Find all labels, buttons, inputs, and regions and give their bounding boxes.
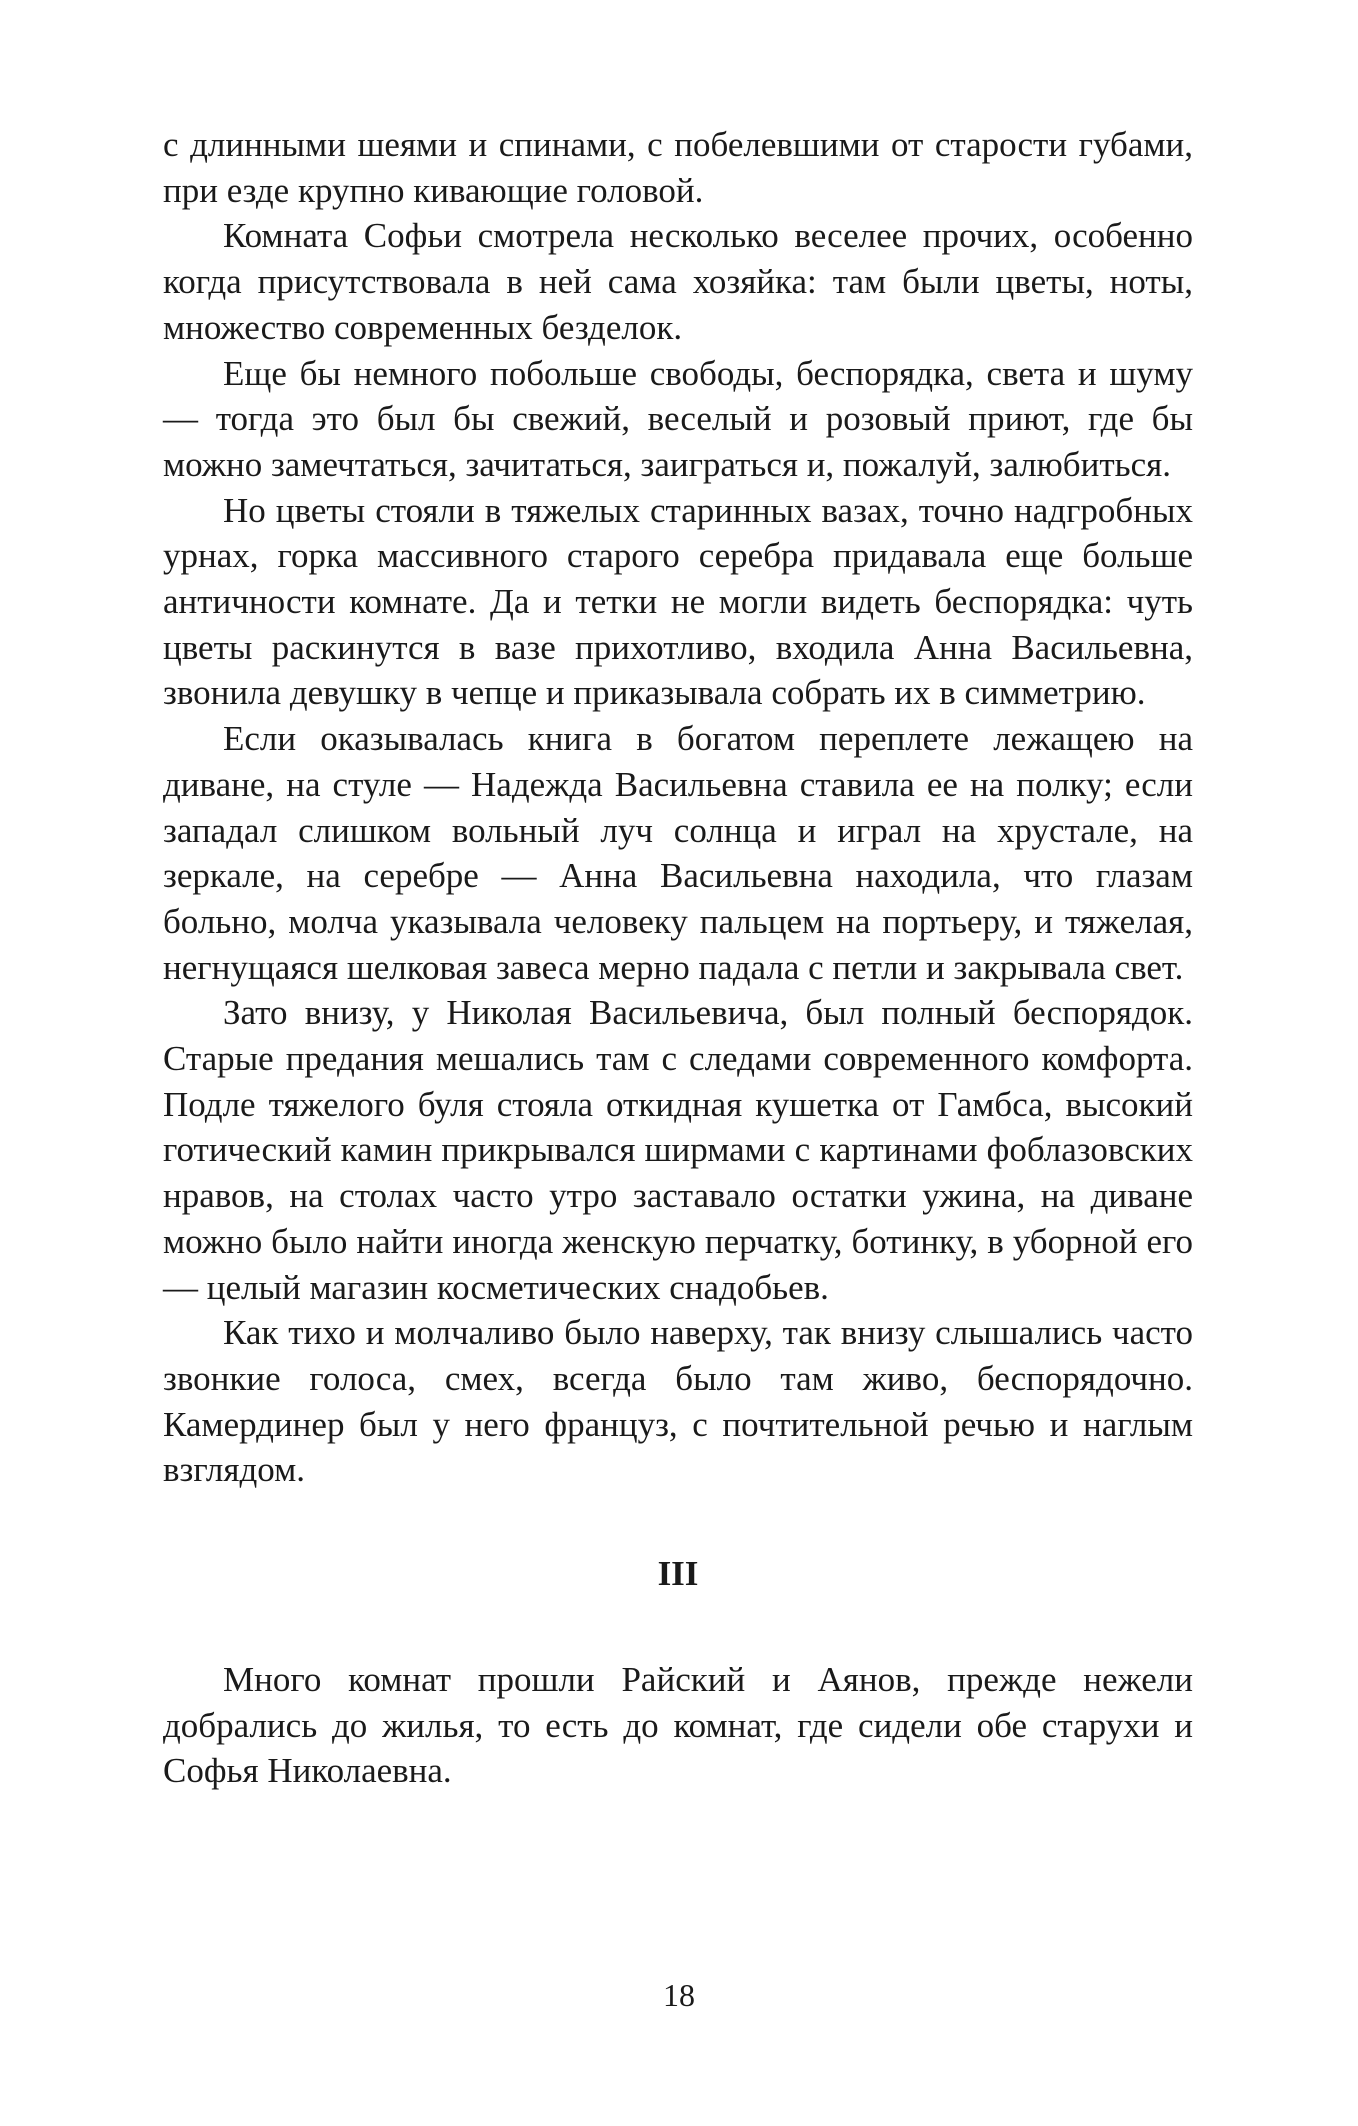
chapter-heading: III (657, 1554, 699, 1594)
paragraph: Если оказывалась книга в богатом переплете лежащею на диване, на стуле — Надежда Васильевна ставила ее на полку; если западал слишком вольный луч солнца и играл на хрустале, на зеркале, на серебре — Анна Васильевна находила, что глазам больно, молча указывала человеку пальцем на портьеру, и тяжелая, негнущаяся шелковая завеса мерно падала с петли и закрывала свет. (163, 719, 1193, 987)
paragraph: Много комнат прошли Райский и Аянов, прежде нежели добрались до жилья, то есть до комнат, где сидели обе старухи и Софья Николаевна. (163, 1659, 1193, 1791)
paragraph: Еще бы немного побольше свободы, беспорядка, света и шуму — тогда это был бы свежий, веселый и розовый приют, где бы можно замечтаться, зачитаться, заиграться и, пожалуй, залюбиться. (163, 353, 1193, 484)
page-number: 18 (663, 1977, 695, 2013)
paragraph: с длинными шеями и спинами, с побелевшими от старости губами, при езде крупно кивающие головой. (163, 125, 1193, 210)
paragraph: Зато внизу, у Николая Васильевича, был полный беспорядок. Старые предания мешались там с следами современного комфорта. Подле тяжелого буля стояла откидная кушетка от Гамбса, высокий готический камин прикрывался ширмами с картинами фоблазовских нравов, на столах часто утро заставало остатки ужина, на диване можно было найти иногда женскую перчатку, ботинку, в уборной его — целый магазин косметических снадобьев. (163, 993, 1193, 1307)
paragraph: Как тихо и молчаливо было наверху, так внизу слышались часто звонкие голоса, смех, всегда было там живо, беспорядочно. Камердинер был у него француз, с почтительной речью и наглым взглядом. (163, 1313, 1193, 1490)
paragraph: Но цветы стояли в тяжелых старинных вазах, точно надгробных урнах, горка массивного старого серебра придавала еще больше античности комнате. Да и тетки не могли видеть беспорядка: чуть цветы раскинутся в вазе прихотливо, входила Анна Васильевна, звонила девушку в чепце и приказывала собрать их в симметрию. (163, 490, 1193, 713)
paragraph: Комната Софьи смотрела несколько веселее прочих, особенно когда присутствовала в ней сама хозяйка: там были цветы, ноты, множество современных безделок. (163, 216, 1193, 347)
page-text (163, 122, 1193, 1794)
